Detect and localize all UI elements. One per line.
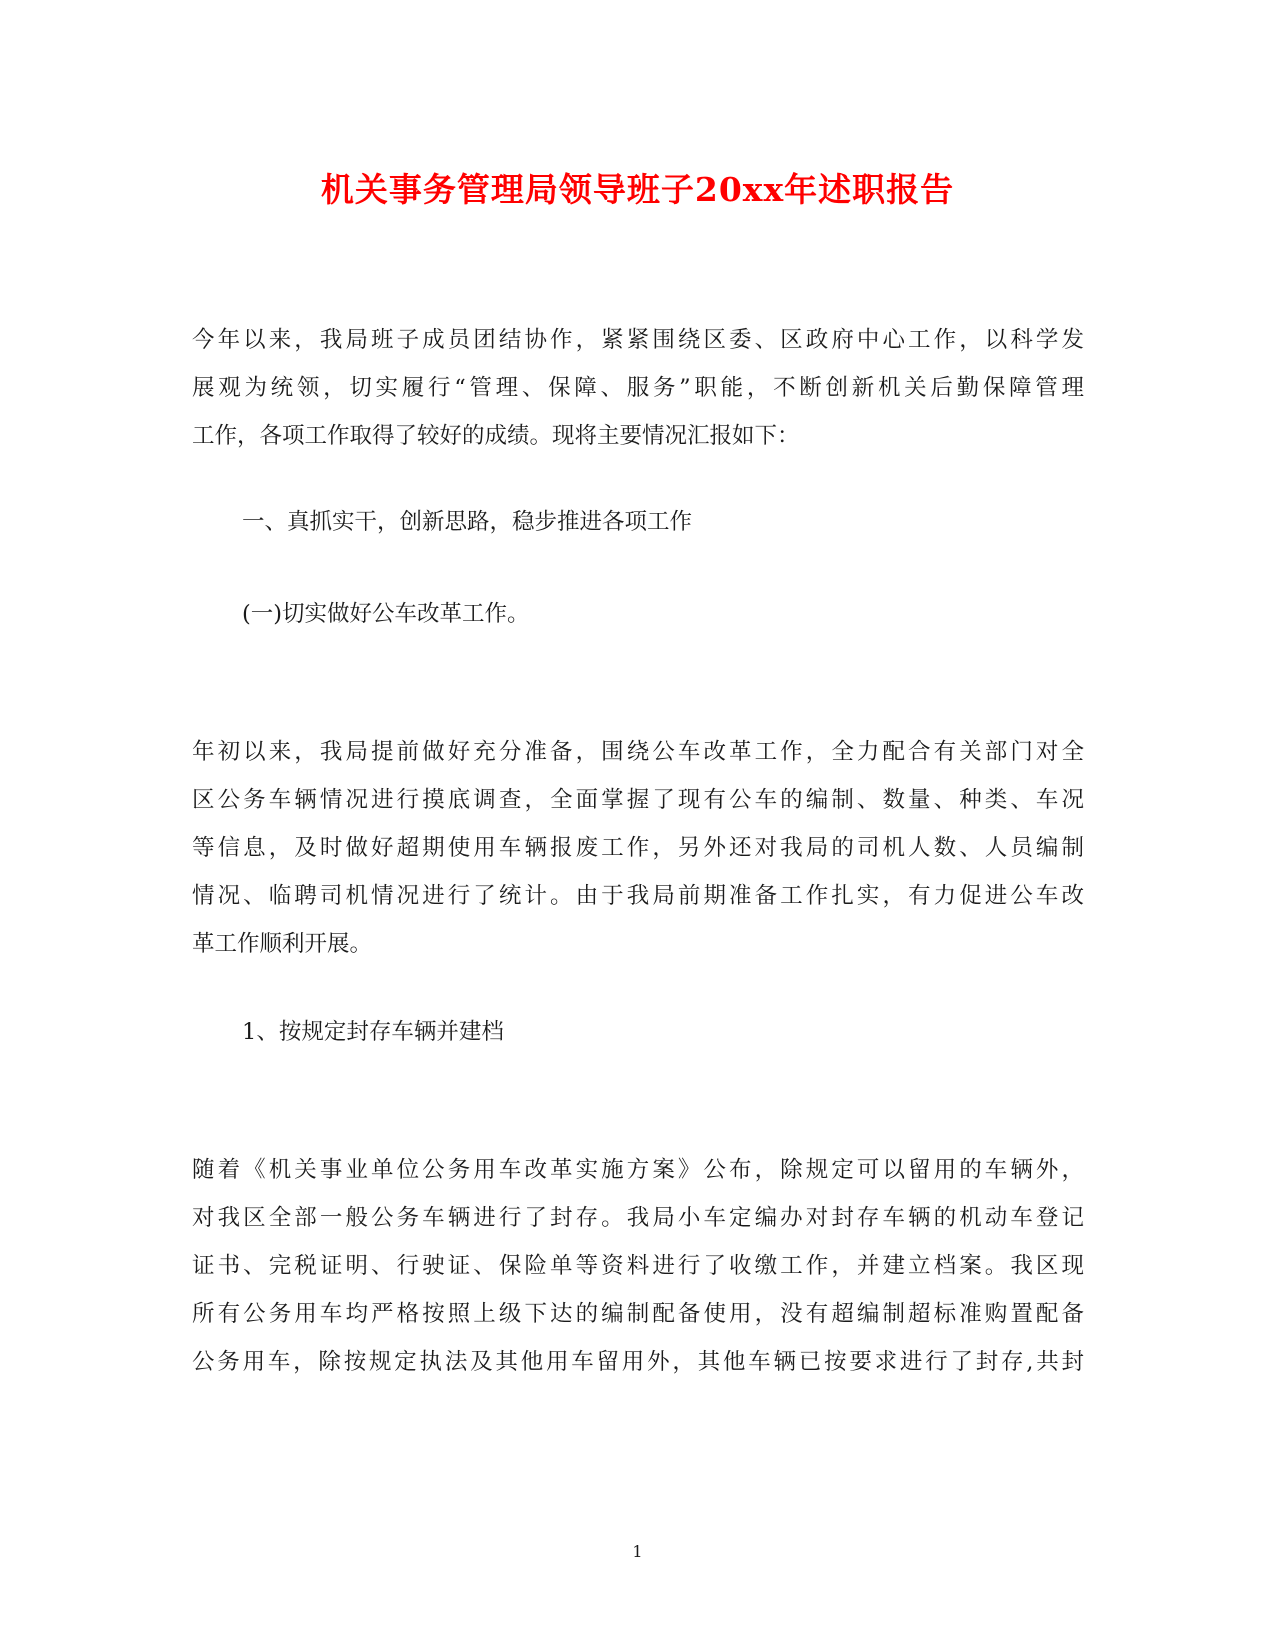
paragraph-line: 年初以来，我局提前做好充分准备，围绕公车改革工作，全力配合有关部门对全 (192, 739, 1084, 765)
paragraph-line: 等信息，及时做好超期使用车辆报废工作，另外还对我局的司机人数、人员编制 (192, 835, 1084, 861)
subsection-heading: (一)切实做好公车改革工作。 (242, 601, 530, 627)
paragraph-line: 所有公务用车均严格按照上级下达的编制配备使用，没有超编制超标准购置配备 (192, 1301, 1084, 1327)
paragraph-line: 今年以来，我局班子成员团结协作，紧紧围绕区委、区政府中心工作，以科学发 (192, 327, 1084, 353)
paragraph-line: 工作，各项工作取得了较好的成绩。现将主要情况汇报如下： (192, 423, 800, 449)
document-title: 机关事务管理局领导班子20xx年述职报告 (320, 170, 955, 209)
paragraph-line: 对我区全部一般公务车辆进行了封存。我局小车定编办对封存车辆的机动车登记 (192, 1205, 1084, 1231)
paragraph-line: 公务用车，除按规定执法及其他用车留用外，其他车辆已按要求进行了封存,共封 (192, 1349, 1084, 1375)
section-heading: 一、真抓实干，创新思路，稳步推进各项工作 (242, 509, 693, 535)
page-number: 1 (632, 1542, 643, 1561)
item-heading: 1、按规定封存车辆并建档 (242, 1019, 504, 1045)
paragraph-vehicle-storage (192, 1146, 1084, 1386)
paragraph-car-reform (192, 728, 1084, 968)
paragraph-line: 情况、临聘司机情况进行了统计。由于我局前期准备工作扎实，有力促进公车改 (192, 883, 1084, 909)
paragraph-line: 证书、完税证明、行驶证、保险单等资料进行了收缴工作，并建立档案。我区现 (192, 1253, 1084, 1279)
paragraph-line: 区公务车辆情况进行摸底调查，全面掌握了现有公车的编制、数量、种类、车况 (192, 787, 1084, 813)
paragraph-line: 随着《机关事业单位公务用车改革实施方案》公布，除规定可以留用的车辆外， (192, 1157, 1084, 1183)
paragraph-line: 展观为统领，切实履行“管理、保障、服务”职能，不断创新机关后勤保障管理 (192, 375, 1084, 401)
paragraph-line: 革工作顺利开展。 (192, 931, 373, 957)
paragraph-intro (192, 316, 1084, 460)
